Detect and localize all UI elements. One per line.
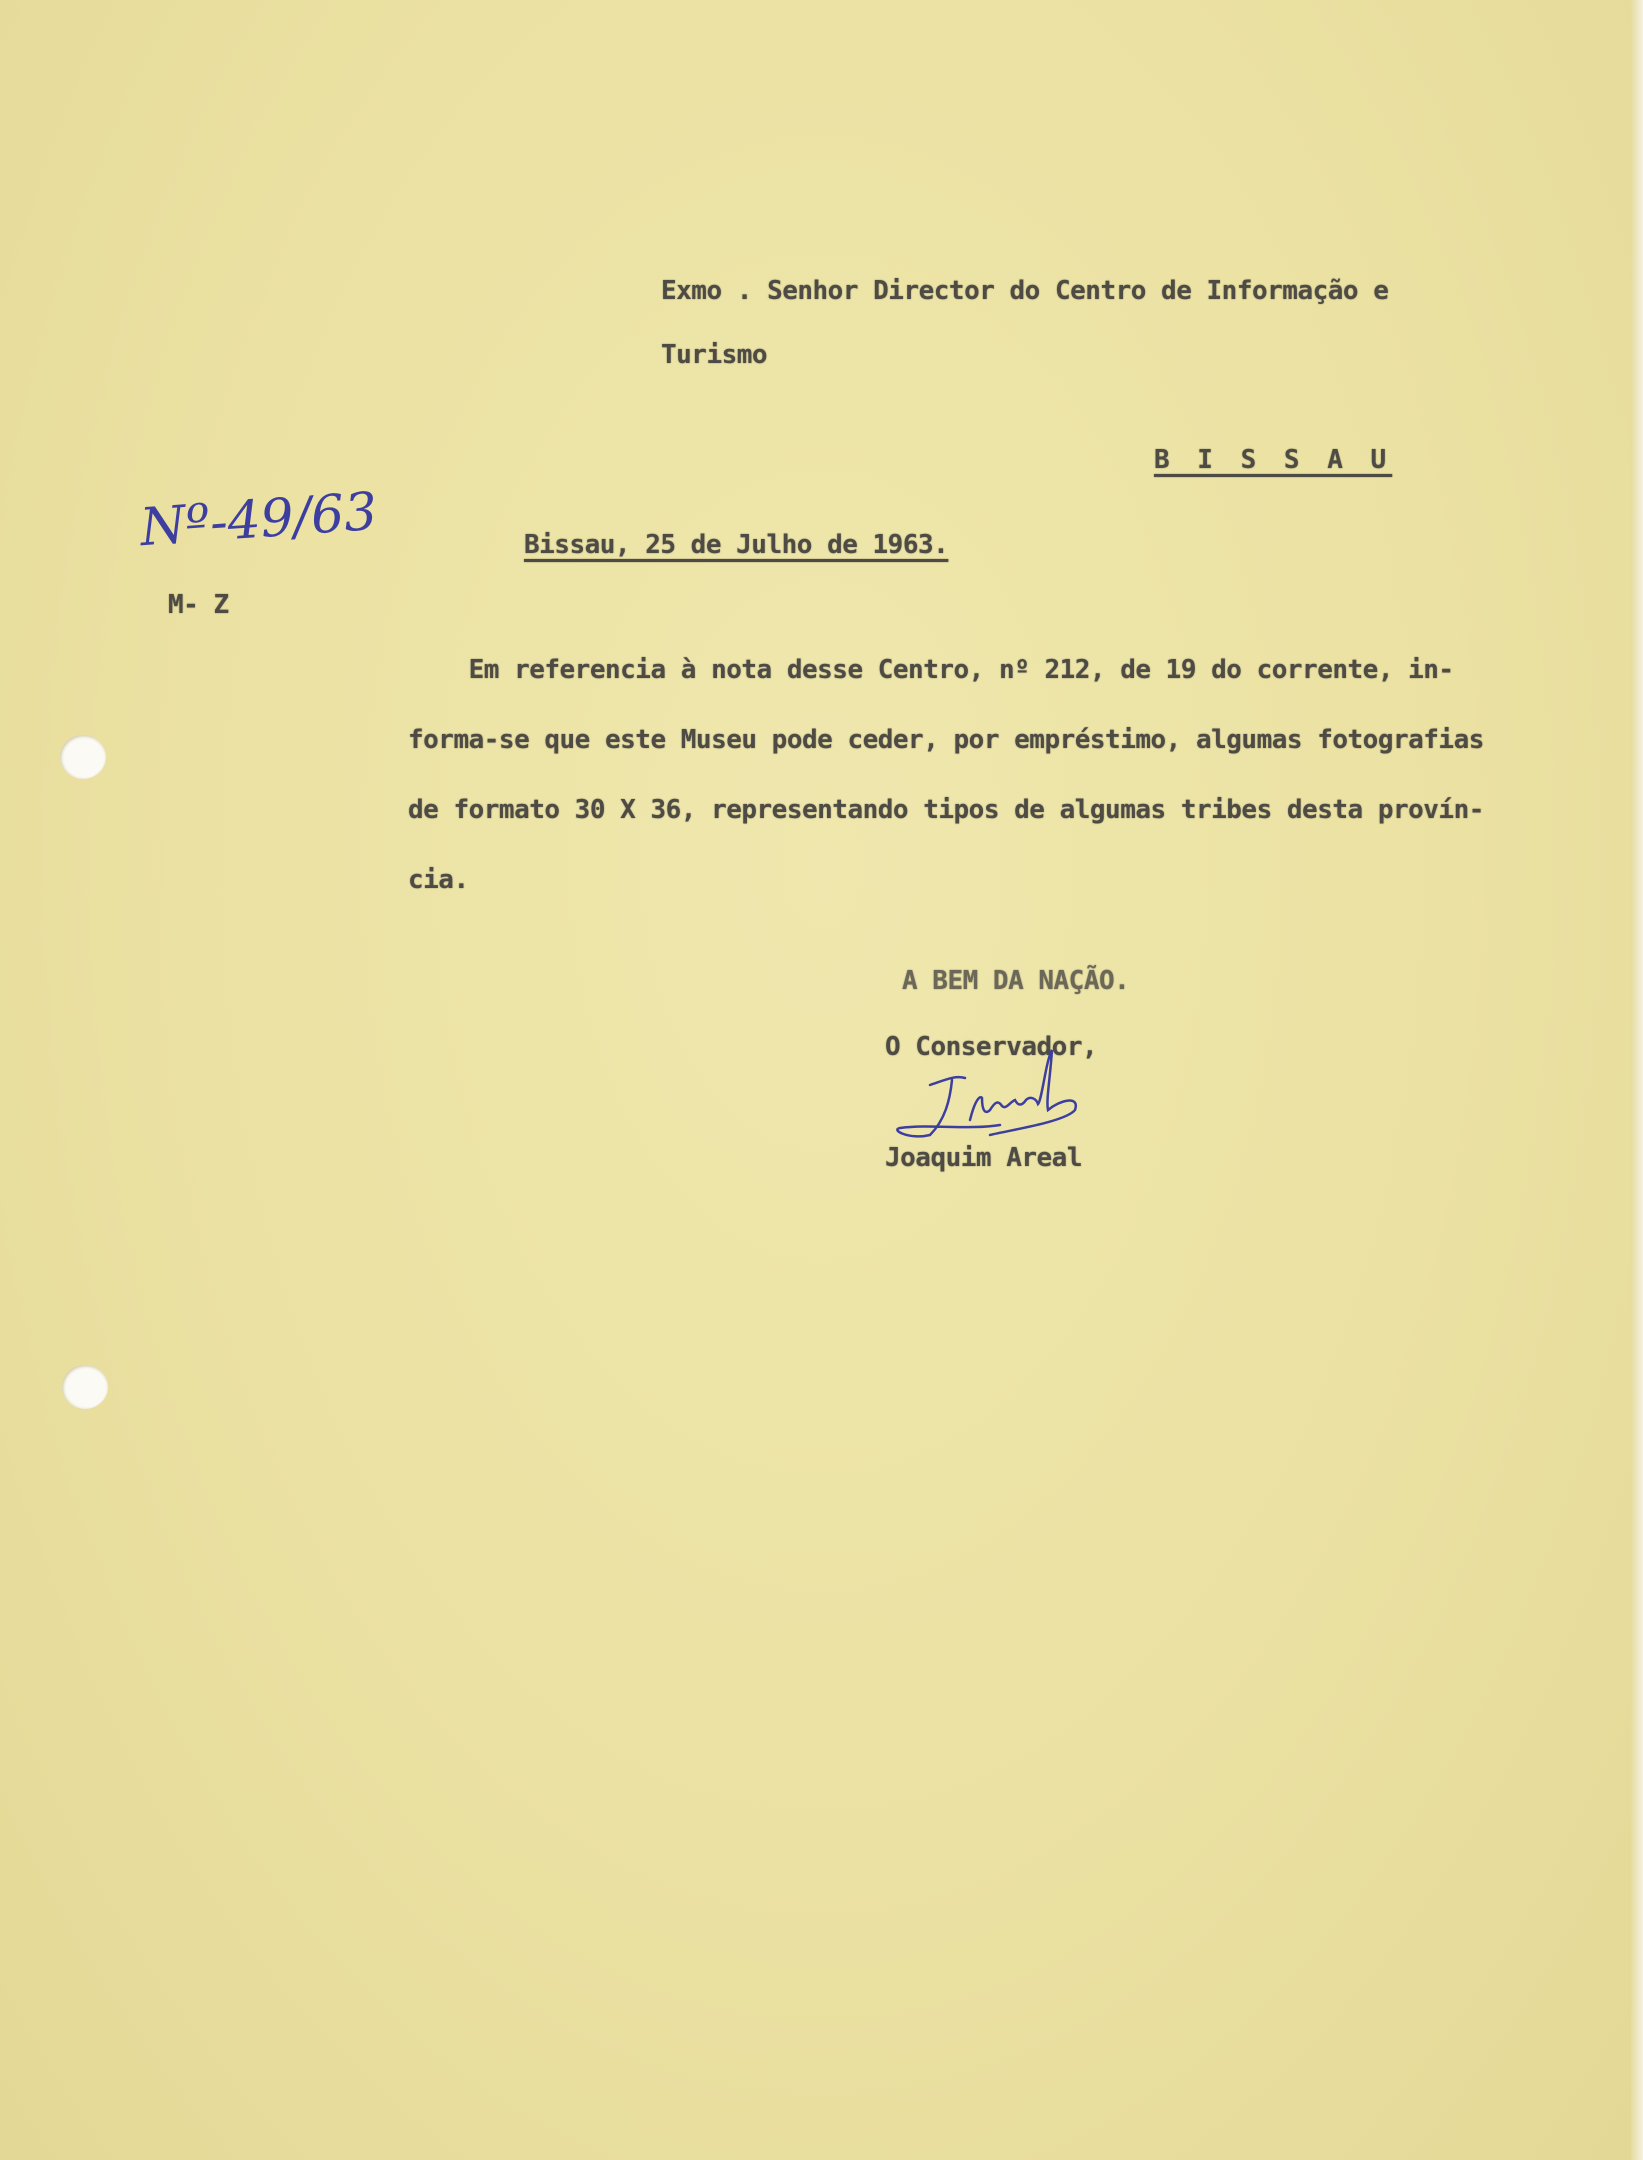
body-line: forma-se que este Museu pode ceder, por empréstimo, algumas fotografias — [408, 725, 1484, 755]
recipient-line-2: Turismo — [661, 340, 768, 370]
closing-salutation: A BEM DA NAÇÃO. — [902, 966, 1130, 996]
date-line: Bissau, 25 de Julho de 1963. — [524, 530, 949, 560]
punch-hole — [62, 1365, 108, 1409]
punch-hole — [60, 735, 106, 779]
typed-reference: M- Z — [168, 590, 229, 620]
recipient-line-1: Exmo . Senhor Director do Centro de Informação e — [661, 276, 1389, 306]
signatory-name: Joaquim Areal — [885, 1143, 1082, 1173]
body-line: Em referencia à nota desse Centro, nº 212, de 19 do corrente, in- — [408, 655, 1454, 685]
page-edge — [1631, 0, 1643, 2160]
signature — [890, 1040, 1160, 1150]
body-line: cia. — [408, 865, 469, 895]
body-line: de formato 30 X 36, representando tipos de algumas tribes desta provín- — [408, 795, 1484, 825]
handwritten-reference: Nº-49/63 — [138, 481, 380, 559]
body-paragraph — [408, 655, 1608, 935]
recipient-city: B I S S A U — [1154, 445, 1393, 475]
signatory-title: O Conservador, — [885, 1032, 1098, 1062]
